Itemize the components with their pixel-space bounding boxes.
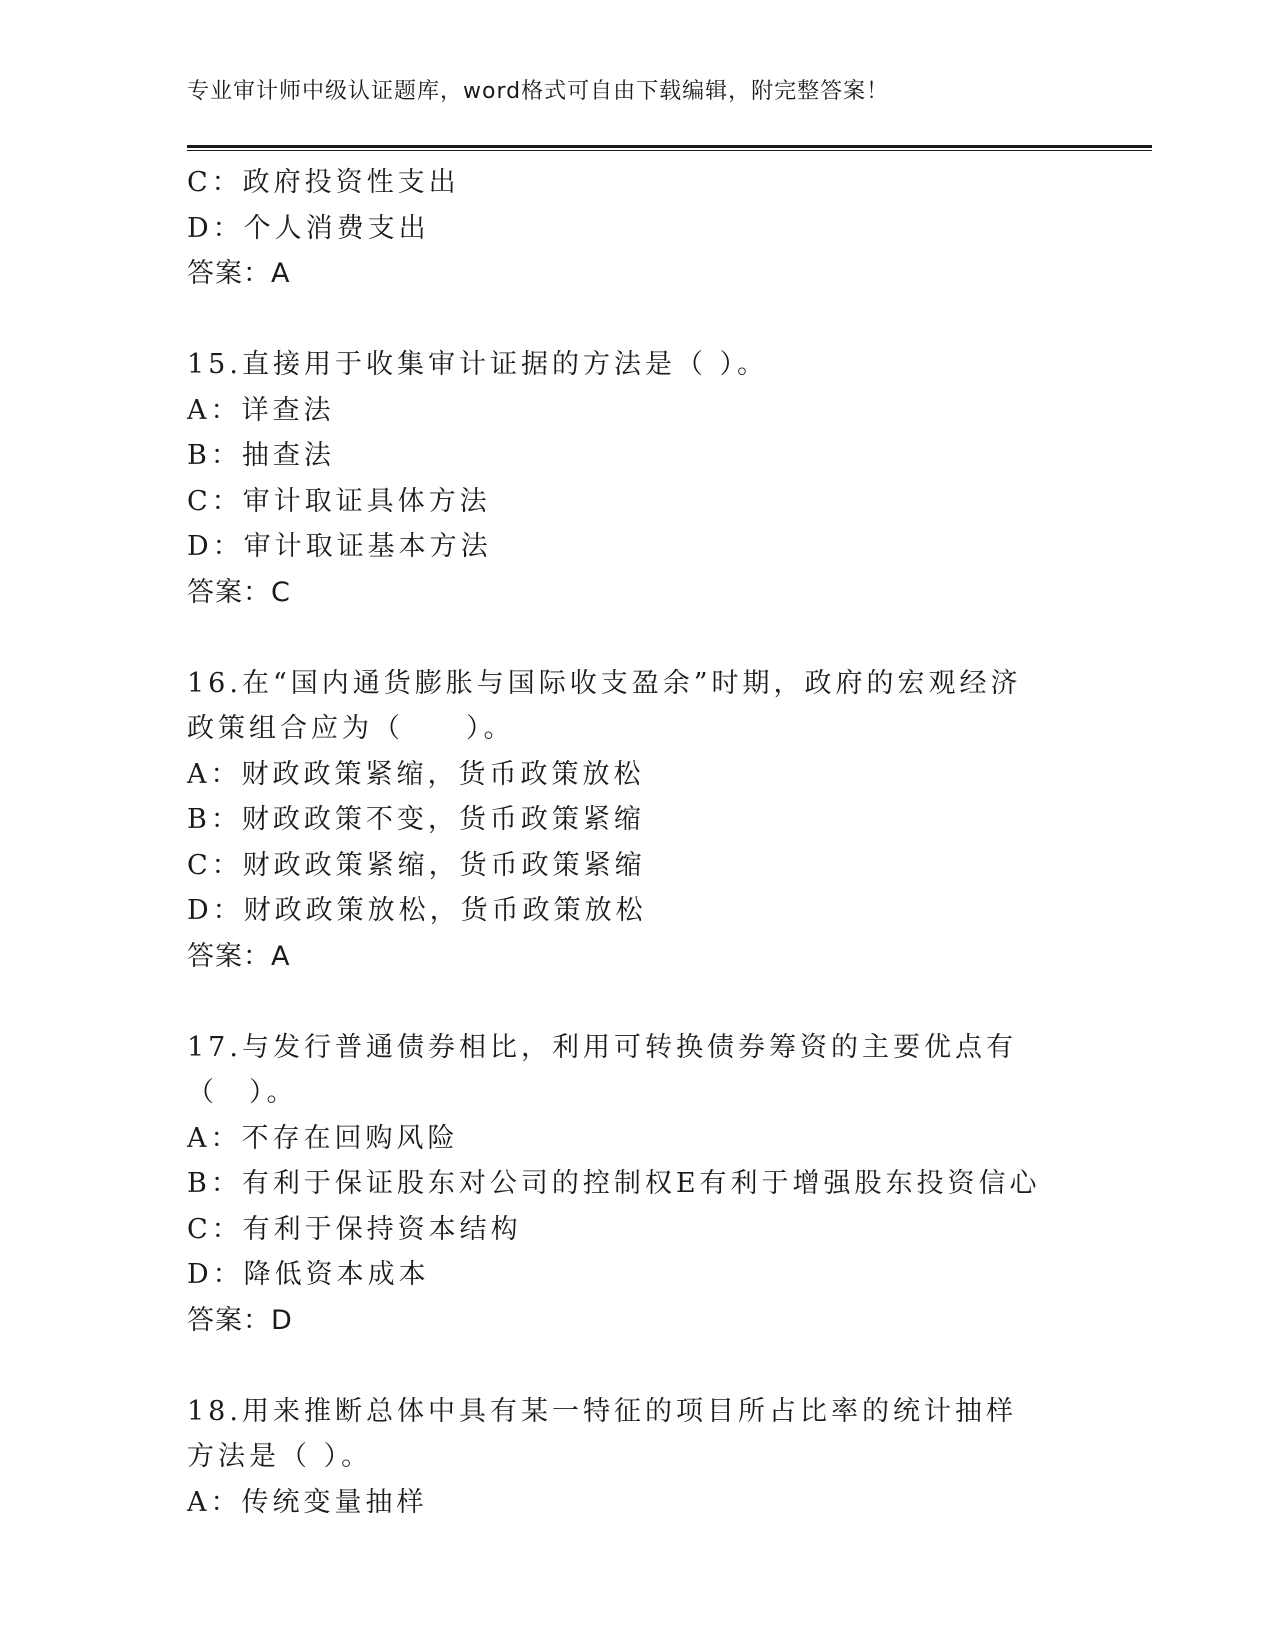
option-b: B：财政政策不变，货币政策紧缩: [187, 804, 645, 835]
option-c: C：财政政策紧缩，货币政策紧缩: [187, 849, 646, 881]
question-16: [187, 661, 1087, 980]
header-rule-thick: [187, 145, 1152, 148]
question-stem: 15.直接用于收集审计证据的方法是（ ）。: [187, 349, 769, 380]
question-stem: 17.与发行普通债券相比，利用可转换债券筹资的主要优点有（ ）。: [187, 1031, 1017, 1108]
option-c: C：审计取证具体方法: [187, 485, 491, 517]
option-d: D：降低资本成本: [187, 1259, 430, 1290]
option-a: A：传统变量抽样: [187, 1486, 428, 1518]
option-a: A：详查法: [187, 394, 335, 426]
question-stem: 16.在“国内通货膨胀与国际收支盈余”时期，政府的宏观经济政策组合应为（ ）。: [187, 667, 1022, 744]
question-18: [187, 1389, 1087, 1526]
question-stem: 18.用来推断总体中具有某一特征的项目所占比率的统计抽样方法是（ ）。: [187, 1395, 1017, 1472]
option-d: D：个人消费支出: [187, 212, 430, 244]
option-c: C：有利于保持资本结构: [187, 1213, 522, 1245]
option-d: D：财政政策放松，货币政策放松: [187, 895, 647, 926]
option-d: D：审计取证基本方法: [187, 531, 492, 562]
option-b: B：抽查法: [187, 440, 335, 471]
option-a: A：财政政策紧缩，货币政策放松: [187, 758, 645, 790]
document-body: [187, 160, 1087, 1525]
prev-question: [187, 160, 1087, 297]
answer: 答案：C: [187, 576, 291, 608]
answer: 答案：A: [187, 258, 291, 289]
spacer: [187, 297, 1087, 343]
question-15: [187, 342, 1087, 615]
answer: 答案：A: [187, 940, 291, 972]
option-a: A：不存在回购风险: [187, 1122, 459, 1154]
option-c: C：政府投资性支出: [187, 167, 460, 198]
option-b: B：有利于保证股东对公司的控制权E有利于增强股东投资信心: [187, 1168, 1041, 1199]
spacer: [187, 615, 1087, 661]
spacer: [187, 1343, 1087, 1389]
header-rule-thin: [187, 150, 1152, 151]
header-text: 专业审计师中级认证题库，word格式可自由下载编辑，附完整答案！: [187, 79, 890, 104]
answer: 答案：D: [187, 1304, 293, 1336]
question-17: [187, 1025, 1087, 1344]
spacer: [187, 979, 1087, 1025]
